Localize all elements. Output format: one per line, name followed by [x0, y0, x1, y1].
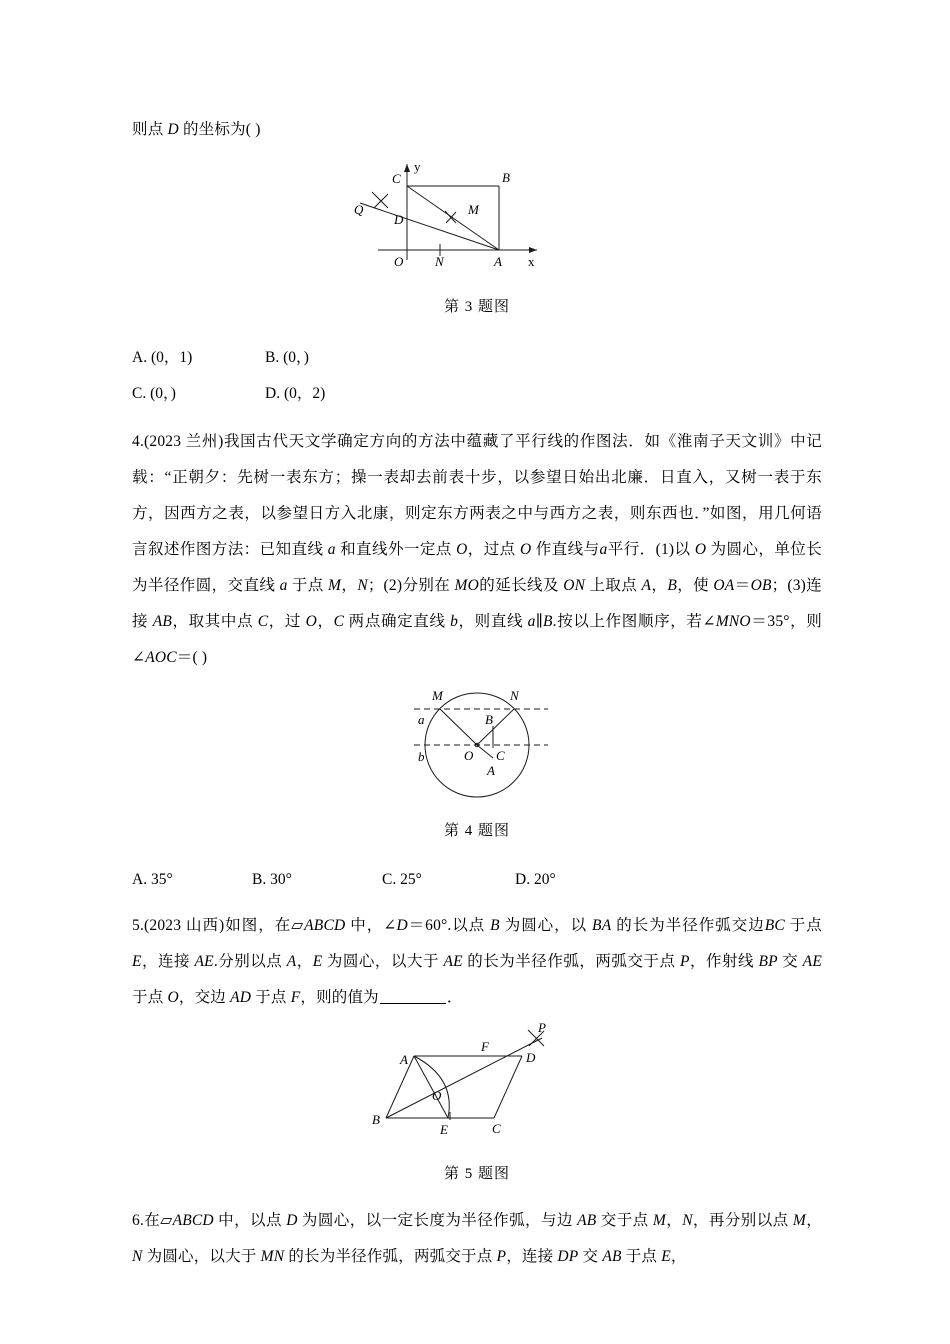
svg-text:B: B — [372, 1112, 380, 1127]
q5-var-AE-3: AE — [802, 953, 822, 970]
q6-l2a: 以点 — [756, 1212, 793, 1229]
q4-var-OA: OA — [713, 577, 735, 594]
q4-number: 4. — [132, 433, 145, 450]
svg-text:A: A — [494, 254, 502, 269]
q5-number: 5. — [132, 917, 145, 934]
q5-l1c: ＝60°.以点 — [407, 917, 491, 934]
svg-text:y: y — [414, 159, 421, 174]
svg-text:A: A — [487, 763, 495, 778]
q3-option-C[interactable] — [132, 376, 176, 412]
q3-stem-variable: D — [167, 121, 179, 138]
q6-l1c: 为圆心，以一定长度为半径作弧，与边 — [297, 1212, 578, 1229]
q4-line6j: 两点确定直 — [344, 613, 430, 630]
q6-l1d: 交于点 — [596, 1212, 653, 1229]
q3-option-D-key: D. — [265, 385, 281, 402]
q5-var-E-1: E — [132, 953, 142, 970]
q6-var-N-2: N — [132, 1248, 143, 1265]
q4-option-D-text: 20° — [533, 871, 556, 888]
q3-option-A-text: (0，1) — [150, 349, 193, 366]
svg-text:a: a — [418, 712, 425, 727]
q3-option-A-key: A. — [132, 349, 148, 366]
q6-var-N-1: N — [682, 1212, 693, 1229]
q4-options-row — [132, 862, 822, 898]
q5-l2d: ， — [296, 953, 313, 970]
q3-option-B[interactable] — [265, 340, 309, 376]
q5-l2c: .分别以点 — [213, 953, 287, 970]
q5-l1a: 如图，在▱ — [224, 917, 305, 934]
q5-var-ABCD-1: ABCD — [304, 917, 346, 934]
q4-line4d: 作 — [531, 541, 552, 558]
q4-line5d: 于点 — [287, 577, 329, 594]
q4-option-B[interactable] — [252, 862, 292, 898]
q4-line6b: 上取点 — [585, 577, 642, 594]
q6-l1a: 在▱ — [144, 1212, 173, 1229]
q3-stem-prefix: 则点 — [132, 121, 168, 138]
q3-stem-suffix: 的坐标为( ) — [178, 121, 261, 138]
q5-var-B-1: B — [490, 917, 500, 934]
q4-line6i: ， — [317, 613, 334, 630]
q6-var-P-1: P — [496, 1248, 507, 1265]
q4-line4b: 和直线外一定点 — [335, 541, 457, 558]
q5-l2e: 为圆心，以大于 — [322, 953, 444, 970]
q4-var-a-3: a — [279, 577, 288, 594]
q4-line7d: .按以上作图顺序，若∠ — [552, 613, 716, 630]
q5-figure — [132, 1020, 822, 1145]
q5-var-F-1: F — [290, 989, 301, 1006]
q6-l2d: 的长为半径作弧，两弧交于点 — [284, 1248, 497, 1265]
svg-text:N: N — [435, 254, 444, 269]
q6-number: 6. — [132, 1212, 145, 1229]
q5-l1e: 的长为半径作弧交边 — [611, 917, 765, 934]
q4-var-M-1: M — [328, 577, 342, 594]
q3-option-C-key: C. — [132, 385, 147, 402]
q5-var-AE-1: AE — [194, 953, 214, 970]
q4-source: (2023 兰州) — [144, 433, 224, 450]
q5-l3a: 作射线 — [705, 953, 759, 970]
q4-line7f: ＝( ) — [176, 649, 208, 666]
parallelogram-bisector-figure — [352, 1020, 602, 1145]
svg-text:D: D — [526, 1050, 536, 1065]
svg-text:M: M — [468, 202, 479, 217]
q5-var-AD: AD — [230, 989, 252, 1006]
q4-var-MNO: MNO — [715, 613, 751, 630]
svg-text:E: E — [440, 1122, 448, 1137]
q4-option-B-text: 30° — [270, 871, 292, 888]
q6-l2g: 于点 — [621, 1248, 662, 1265]
q4-var-O-4: O — [305, 613, 317, 630]
q4-line6f: ；(3)连接 — [132, 577, 822, 630]
q6-l2b: ， — [806, 1212, 822, 1229]
q4-var-a-4: a — [527, 613, 536, 630]
q5-var-BP: BP — [758, 953, 778, 970]
q4-var-a-2: a — [599, 541, 608, 558]
svg-text:M: M — [432, 688, 443, 703]
q6-var-E-1: E — [661, 1248, 671, 1265]
svg-text:F: F — [481, 1039, 489, 1054]
q3-option-D-text: (0，2) — [283, 385, 326, 402]
q4-line5e: ， — [341, 577, 358, 594]
q4-line7c: ∥ — [535, 613, 543, 630]
q5-figure-caption: 第 5 题图 — [443, 1166, 510, 1182]
q3-stem — [132, 112, 822, 148]
q6-var-AB-1: AB — [577, 1212, 597, 1229]
q4-var-C-1: C — [257, 613, 269, 630]
circle-parallel-lines-figure — [352, 682, 602, 802]
svg-text:D: D — [394, 212, 404, 227]
q5-l1d: 为圆心，以 — [499, 917, 593, 934]
svg-text:N: N — [510, 688, 519, 703]
q3-option-A[interactable] — [132, 340, 192, 376]
q4-line4c: ，过点 — [467, 541, 520, 558]
q6-l2h: ， — [670, 1248, 687, 1265]
q4-option-D-key: D. — [515, 871, 531, 888]
q4-option-B-key: B. — [252, 871, 267, 888]
q5-var-AE-2: AE — [443, 953, 463, 970]
q6-var-MN: MN — [260, 1248, 285, 1265]
q5-l3e: 于点 — [251, 989, 291, 1006]
q3-option-B-text: (0，) — [283, 349, 309, 366]
q4-option-C[interactable] — [382, 862, 422, 898]
q5-var-BA: BA — [592, 917, 612, 934]
svg-text:C: C — [492, 1121, 501, 1136]
q3-figure — [132, 148, 822, 276]
q4-var-b-1: b — [450, 613, 459, 630]
svg-text:O: O — [394, 254, 404, 269]
coordinate-square-figure — [352, 148, 602, 276]
q6-l1b: 中，以点 — [213, 1212, 287, 1229]
svg-text:B: B — [485, 712, 493, 727]
q5-l3b: 交 — [777, 953, 803, 970]
q5-l2a: 于点 — [784, 917, 822, 934]
q4-var-O-3: O — [694, 541, 707, 558]
q5-l3c: 于点 — [132, 989, 168, 1006]
q3-options-row-2 — [132, 376, 822, 412]
q4-line6e: ＝ — [734, 577, 751, 594]
q4-line6c: ， — [651, 577, 668, 594]
q3-option-C-text: (0，) — [150, 385, 176, 402]
q4-line4a: 则东西也．”如图，用几何语言叙述作图方法：已知直线 — [132, 505, 822, 558]
q3-figure-caption: 第 3 题图 — [443, 299, 510, 315]
svg-text:C: C — [496, 748, 505, 763]
q4-line6d: ，使 — [677, 577, 714, 594]
q5-l3f: ，则的值为 — [300, 989, 379, 1006]
q4-var-MO: MO — [454, 577, 480, 594]
q6-l2f: 交 — [578, 1248, 603, 1265]
svg-text:P: P — [538, 1020, 546, 1035]
q6-var-ABCD: ABCD — [172, 1212, 214, 1229]
svg-text:x: x — [528, 254, 535, 269]
page-content — [132, 112, 822, 1275]
q4-line2: 训》中记载：“正朝夕：先树一表东方；操一表却去前表十步，以参望日始出北廉．日直 — [132, 433, 822, 486]
svg-text:B: B — [502, 170, 510, 185]
q4-var-OB: OB — [750, 577, 772, 594]
q4-option-A-text: 35° — [150, 871, 173, 888]
q6-l2e: ，连接 — [506, 1248, 558, 1265]
q6-l2c: 为圆心，以大于 — [142, 1248, 261, 1265]
q5-source: (2023 山西) — [144, 917, 225, 934]
q5-var-E-2: E — [312, 953, 323, 970]
q4-line7e: ＝35°，则∠ — [132, 613, 822, 666]
q4-var-a-1: a — [327, 541, 336, 558]
svg-text:O: O — [464, 748, 474, 763]
q5-var-O-1: O — [167, 989, 179, 1006]
q4-line1: 我国古代天文学确定方向的方法中蕴藏了平行线的作图法．如《淮南子天文 — [223, 433, 758, 450]
q5-var-P-1: P — [679, 953, 690, 970]
q4-var-O-1: O — [456, 541, 468, 558]
q6-var-DP: DP — [557, 1248, 579, 1265]
svg-text:C: C — [392, 171, 401, 186]
q4-var-B-1: B — [667, 577, 678, 594]
q4-option-C-text: 25° — [400, 871, 422, 888]
q6-var-M-2: M — [792, 1212, 807, 1229]
q4-line5f: ；(2)分别在 — [367, 577, 455, 594]
q3-option-D[interactable] — [265, 376, 325, 412]
q4-option-C-key: C. — [382, 871, 397, 888]
q4-var-C-2: C — [333, 613, 345, 630]
q6-l1e: ， — [666, 1212, 683, 1229]
q5-l2b: ，连接 — [141, 953, 195, 970]
q5-l3g: ． — [446, 989, 463, 1006]
q4-line5a: 直线与 — [551, 541, 600, 558]
q3-options-row-1 — [132, 340, 822, 376]
q4-var-AOC: AOC — [145, 649, 177, 666]
svg-text:A: A — [400, 1052, 408, 1067]
q4-line6g: ，取其中点 — [172, 613, 258, 630]
q4-figure — [132, 682, 822, 802]
q6-var-AB-2: AB — [602, 1248, 622, 1265]
q4-var-N-1: N — [357, 577, 368, 594]
q5-answer-blank[interactable] — [380, 989, 446, 1004]
q4-line5c: 为圆心，单位长为半径作圆，交直线 — [132, 541, 822, 594]
q4-var-A-1: A — [641, 577, 652, 594]
q5-var-A-1: A — [286, 953, 297, 970]
q6-l1f: ，再分别 — [692, 1212, 757, 1229]
svg-text:O: O — [432, 1088, 442, 1103]
q5-l1b: 中，∠ — [345, 917, 397, 934]
q5-var-D-1: D — [396, 917, 408, 934]
q4-line6h: ，过 — [268, 613, 306, 630]
q4-line6a: 的延长线及 — [479, 577, 564, 594]
q4-line3: 入，又树一表于东方，因西方之表，以参望日方入北康，则定东方两表之中与西方之表， — [132, 469, 822, 522]
q4-var-B-2: B — [543, 613, 553, 630]
q4-option-A[interactable] — [132, 862, 173, 898]
q5-l2g: ， — [689, 953, 706, 970]
q4-var-AB: AB — [152, 613, 173, 630]
svg-text:Q: Q — [354, 202, 364, 217]
q4-line7b: ，则直线 — [458, 613, 528, 630]
q5-var-BC: BC — [764, 917, 785, 934]
q4-line7a: 线 — [429, 613, 451, 630]
q5-body — [132, 908, 822, 1016]
q6-var-M-1: M — [652, 1212, 667, 1229]
q4-option-D[interactable] — [515, 862, 556, 898]
q4-var-O-2: O — [519, 541, 532, 558]
q6-var-D-1: D — [286, 1212, 298, 1229]
q6-body — [132, 1203, 822, 1275]
q4-var-ON: ON — [563, 577, 586, 594]
q5-l2f: 的长为半径作弧，两弧交于点 — [462, 953, 680, 970]
q4-line5b: 平行．(1)以 — [607, 541, 695, 558]
q4-body — [132, 424, 822, 676]
q4-option-A-key: A. — [132, 871, 148, 888]
svg-text:b: b — [418, 749, 425, 764]
q3-option-B-key: B. — [265, 349, 280, 366]
q5-l3d: ，交边 — [178, 989, 231, 1006]
q4-figure-caption: 第 4 题图 — [443, 823, 510, 839]
